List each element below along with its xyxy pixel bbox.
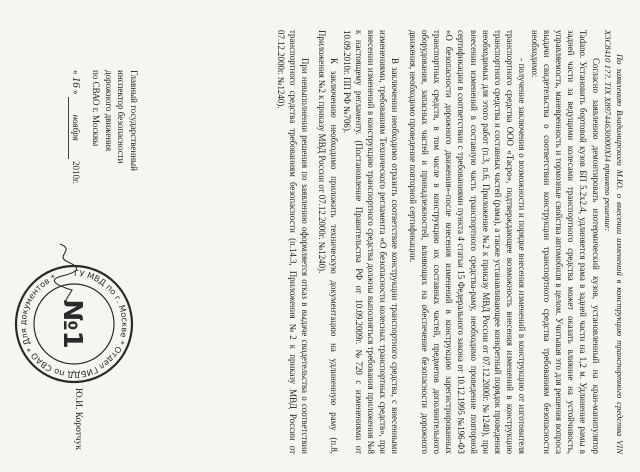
paragraph-refusal-conditions: При невыполнении решения по заявлению оформляется отказ в выдаче свидетельства о соответствии транспортного средства требованиям безопасности (п.14.3, Приложения №2 к приказу МВД России от 07.12.2000г. №1240). — [275, 30, 310, 454]
stamp-center-text: №1 — [57, 299, 87, 349]
date-close-quote: » — [71, 90, 81, 95]
signatory-name: Ю.И. Коротчук — [73, 387, 83, 450]
paragraph-requirements: - получение заключения о возможности и порядке внесения изменений в конструкцию от изготовителя транспортного средства ООО «Тасро», подтверждающее возможность внесения изменений в конструкцию транспортного средства и составных частей (рама), а также устанавливающее конкретный порядок проведения необходимых для этого работ (п.3, п.6, Приложение №2 к приказу МВД России от 07.12.2000г. №1240), при внесении изменений в составную часть транспортного средства-раму, необходимо проведение повторной сертификации в соответствии с требованиями пункта 4 статьи 15 Федерального закона от 10.12.1995 №196-ФЗ «О безопасности дорожного движения»-после внесения изменений в конструкцию зарегистрированных транспортных средств, в том числе в конструкцию их составных частей, предметов дополнительного оборудования, запасных частей и принадлежностей, влияющих на обеспечение безопасности дорожного движения, необходимо проведение повторной сертификации. — [407, 30, 528, 454]
signature-date — [69, 70, 83, 184]
signatory-title-line: по СВАО г. Москвы — [91, 70, 102, 147]
signatory-title-line: инспектор безопасности — [116, 70, 127, 164]
official-stamp — [12, 262, 136, 386]
stamp-ring-text: ГУ МВД по г. Москве * Отдел ГИБДД по СВАО * Для документов * — [17, 267, 131, 381]
signatory-title-line: дорожного движения — [104, 70, 114, 152]
date-month: ноября — [69, 97, 83, 159]
paragraph-attachment: К заключению необходимо приложить техническую документацию на удлиненную раму (п.8, Приложения №2 к приказу МВД России от 07.12.2000г. №1240). — [317, 30, 340, 454]
signatory-title-line: Главный государственный — [129, 70, 139, 171]
document-header: По заявлению Владимирского М.Ю. о внесении изменений в конструкцию транспортного средства VIN X3C8410 1??. TIX X89744630000XI4 принято решение: — [602, 30, 625, 454]
paragraph-conclusion-requirements: В заключении необходимо отразить соответствие конструкции транспортного средства, с внесенными изменениями, требованиям Технического регламента «О безопасности колесных транспортных средств», при внесении изменений в конструкцию транспортного средства должны выполняться требования приложения №8 к настоящему регламенту. (Постановление Правительства РФ от 10.09.2009г. №720 с изменениями от 10.09.2010г. ПП РФ №706). — [341, 30, 401, 454]
date-year: 2010г. — [71, 161, 81, 184]
signatory-title — [69, 70, 141, 184]
paragraph-request-description: Согласно заявлению демонтировать изотермический кузов, установленный на кран-манипулятор Tadano. Установить бортовой кузов БП 5.2х2.4, удлиняется рама в задней части на 1,2 м. Удлинение рамы в задней части за ведущими колесами транспортного средства может оказать влияние на устойчивость, управляемость, маневренность и тормозные свойства автомобиля в целом. Учитывая это для решения вопроса выдачи свидетельства о соответствии конструкции транспортного средства требованиям безопасности необходимо: — [529, 30, 601, 454]
date-day: 16 — [70, 76, 82, 88]
signature-block — [12, 30, 140, 454]
date-open-quote: « — [71, 70, 81, 75]
